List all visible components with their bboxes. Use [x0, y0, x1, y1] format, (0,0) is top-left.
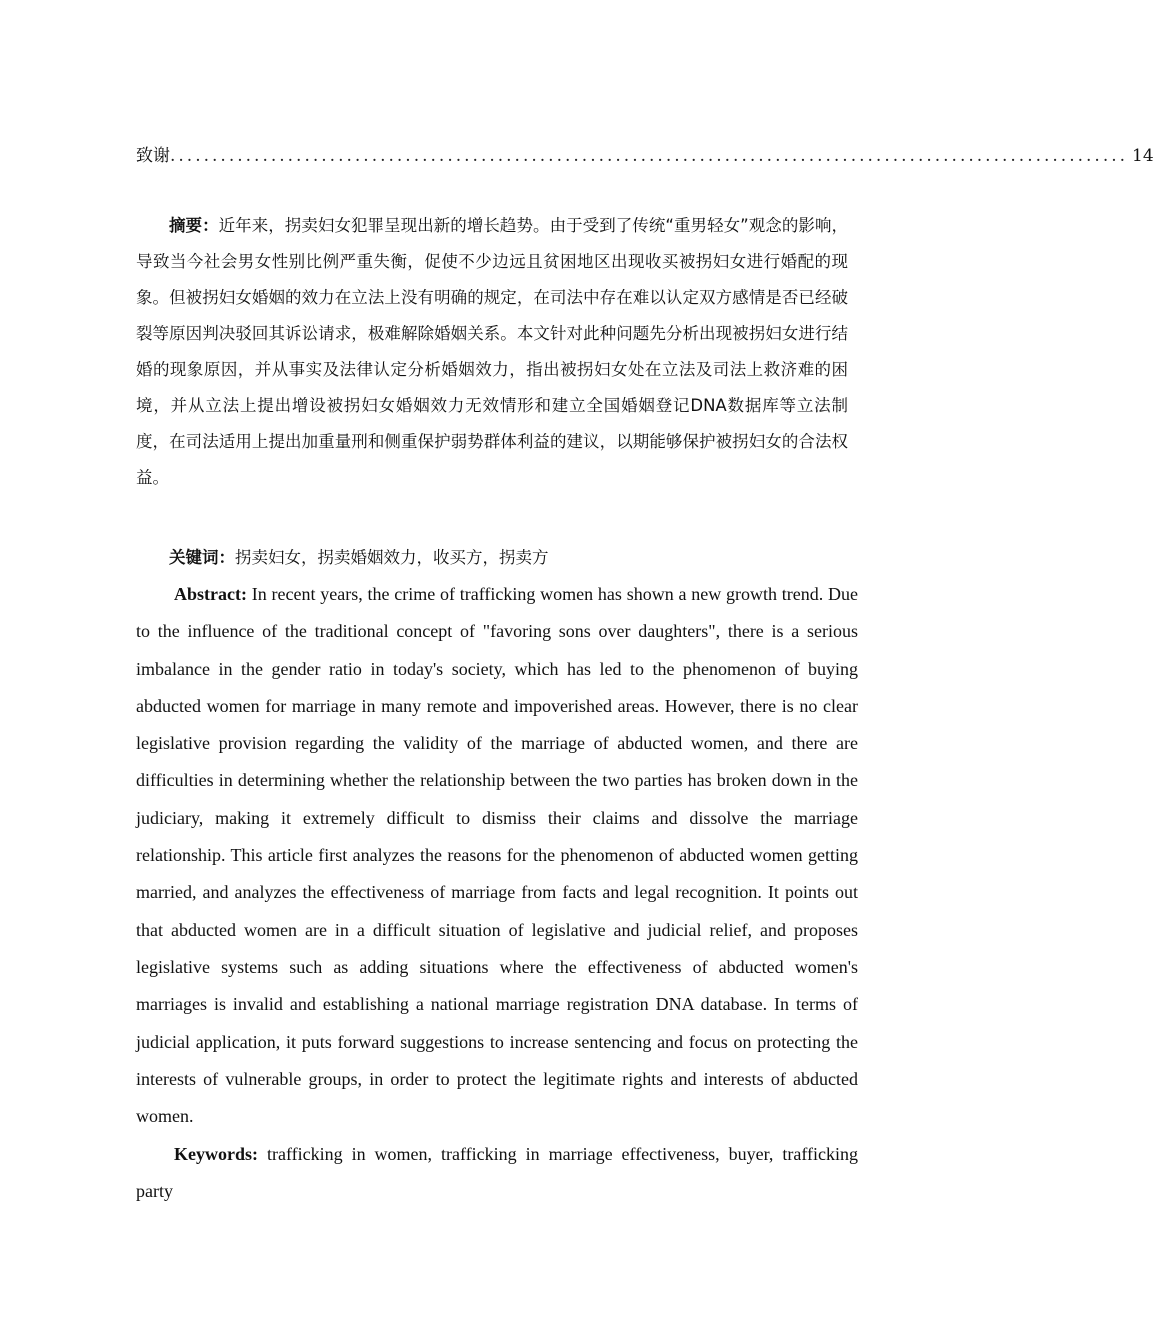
chinese-abstract	[136, 208, 848, 496]
chinese-keywords	[136, 540, 848, 576]
toc-entry-acknowledgements[interactable]	[136, 144, 1154, 168]
english-keywords	[136, 1136, 858, 1211]
english-abstract-text: In recent years, the crime of trafficking women has shown a new growth trend. Due to the influence of the traditional concept of "favoring sons over daughters", there is a serious imbalance in the gender ratio in today's society, which has led to the phenomenon of buying abducted women for marriage in many remote and impoverished areas. However, there is no clear legislative provision regarding the validity of the marriage of abducted women, and there are difficulties in determining whether the relationship between the two parties has broken down in the judiciary, making it extremely difficult to dismiss their claims and dissolve the marriage relationship. This article first analyzes the reasons for the phenomenon of abducted women getting married, and analyzes the effectiveness of marriage from facts and legal recognition. It points out that abducted women are in a difficult situation of legislative and judicial relief, and proposes legislative systems such as adding situations where the effectiveness of abducted women's marriages is invalid and establishing a national marriage registration DNA database. In terms of judicial application, it puts forward suggestions to increase sentencing and focus on protecting the interests of vulnerable groups, in order to protect the legitimate rights and interests of abducted women.	[136, 584, 858, 1127]
chinese-keywords-text: 拐卖妇女，拐卖婚姻效力，收买方，拐卖方	[235, 548, 549, 567]
toc-page-number: 14	[1132, 146, 1154, 166]
english-keywords-label: Keywords:	[174, 1144, 258, 1164]
chinese-abstract-text: 近年来，拐卖妇女犯罪呈现出新的增长趋势。由于受到了传统“重男轻女”观念的影响，导致当今社会男女性别比例严重失衡，促使不少边远且贫困地区出现收买被拐妇女进行婚配的现象。但被拐妇女婚姻的效力在立法上没有明确的规定，在司法中存在难以认定双方感情是否已经破裂等原因判决驳回其诉讼请求，极难解除婚姻关系。本文针对此种问题先分析出现被拐妇女进行结婚的现象原因，并从事实及法律认定分析婚姻效力，指出被拐妇女处在立法及司法上救济难的困境，并从立法上提出增设被拐妇女婚姻效力无效情形和建立全国婚姻登记DNA数据库等立法制度，在司法适用上提出加重量刑和侧重保护弱势群体利益的建议，以期能够保护被拐妇女的合法权益。	[136, 216, 848, 487]
english-keywords-text: trafficking in women, trafficking in marriage effectiveness, buyer, trafficking party	[136, 1144, 858, 1202]
toc-dot-leader: ..................................................................................................................	[170, 146, 1129, 166]
chinese-keywords-label: 关键词：	[169, 548, 235, 567]
english-abstract	[136, 576, 858, 1135]
english-abstract-label: Abstract:	[174, 584, 247, 604]
toc-entry-title: 致谢	[136, 146, 170, 166]
chinese-abstract-label: 摘要：	[169, 216, 219, 235]
